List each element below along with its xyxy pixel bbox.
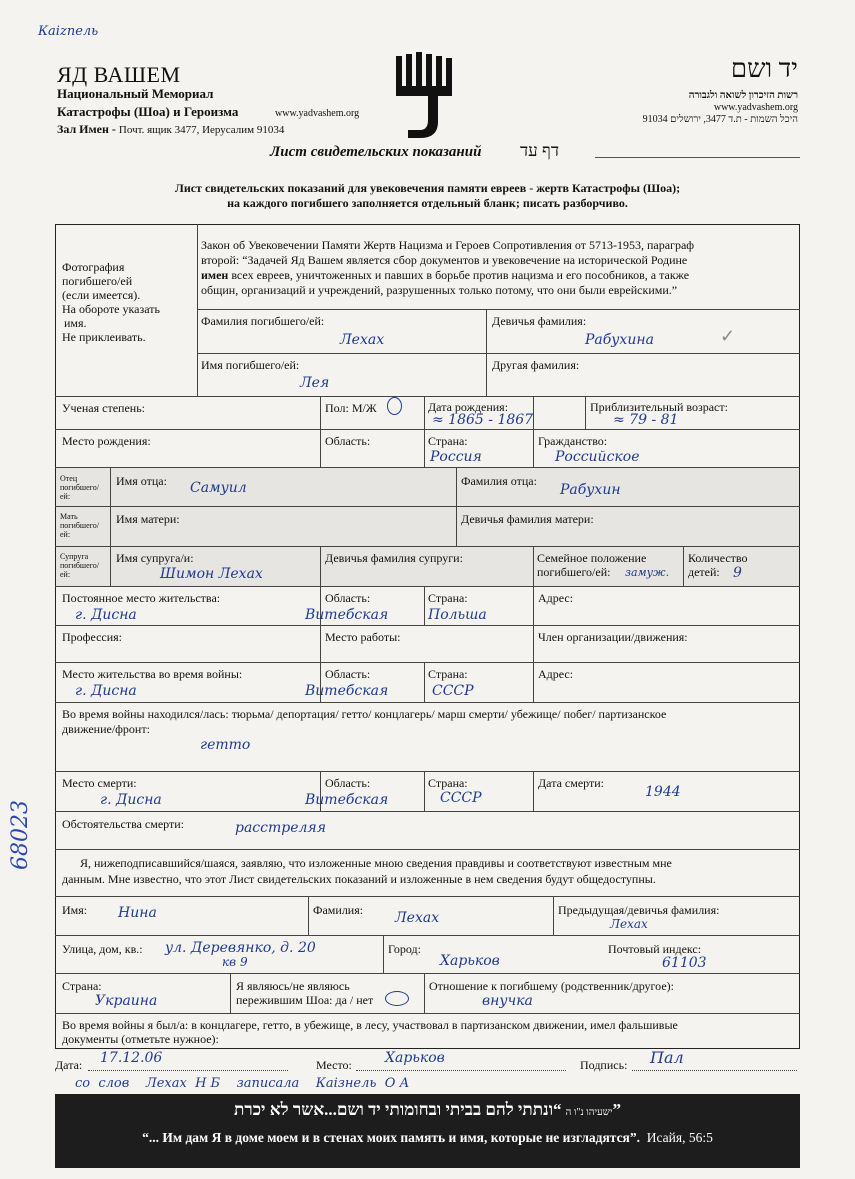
relation-label: Отношение к погибшему (родственник/другое):	[429, 979, 674, 993]
city-value: Харьков	[440, 953, 500, 969]
birth-country-label: Страна:	[428, 434, 468, 448]
law-text: Закон об Увековечении Памяти Жертв Нацизма и Героев Сопротивления от 5713-1953, параграф второй: “Задачей Яд Вашем является сбор документов и увековечение на исторической Родине имен всех евреев, уничтоженных и павших в борьбе против нацизма и его пособников, а также общин, организаций и учреждений, разрушенных только потому, что они были еврейскими.”	[201, 238, 695, 297]
death-country-label: Страна:	[428, 776, 468, 790]
declaration-line2: данным. Мне известно, что этот Лист свидетельских показаний и изложенные в нем сведения будут общедоступны.	[62, 872, 656, 886]
death-circumstances-value: расстреляя	[235, 820, 326, 836]
children-value: 9	[733, 565, 742, 581]
father-surname-value: Рабухин	[560, 482, 621, 498]
other-surname-label: Другая фамилия:	[492, 358, 580, 372]
children-label: Количество детей:	[688, 551, 748, 579]
degree-label: Ученая степень:	[62, 401, 145, 415]
menorah-icon	[390, 52, 460, 142]
submitter-surname-label: Фамилия:	[313, 903, 364, 917]
survivor-circle-mark	[385, 991, 409, 1006]
sex-circle-mark	[387, 397, 402, 415]
membership-label: Член организации/движения:	[538, 630, 688, 644]
sex-label: Пол: М/Ж	[325, 401, 377, 415]
date-label: Дата:	[55, 1058, 83, 1072]
submitter-prev-value: Лехах	[610, 917, 648, 931]
date-value: 17.12.06	[100, 1050, 163, 1066]
form-title: Лист свидетельских показаний	[270, 144, 482, 160]
postcode-label: Почтовый индекс:	[608, 942, 702, 956]
footer-russian: “... Им дам Я в доме моем и в стенах моих память и имя, которые не изгладятся”.	[142, 1130, 640, 1145]
footer-hebrew: “ונתתי להם בביתי ובחומותי יד ושם...אשר לא יכרת”	[233, 1100, 622, 1119]
father-name-value: Самуил	[190, 480, 247, 496]
dob-label: Дата рождения:	[428, 400, 509, 414]
first-name-value: Лея	[300, 375, 330, 391]
residence-country-value: Польша	[428, 607, 487, 623]
footer-hebrew-ref: ישעיהו נ"ו ה	[565, 1107, 613, 1118]
recorder-note: со слов Лехах Н Б записала Каізнель О А	[75, 1076, 410, 1091]
spouse-maiden-label: Девичья фамилия супруги:	[325, 551, 463, 565]
org-title-he: יד ושם	[730, 54, 798, 83]
father-name-label: Имя отца:	[116, 474, 167, 488]
street-value: ул. Деревянко, д. 20	[165, 940, 316, 956]
submitter-name-value: Нина	[118, 905, 157, 921]
death-circumstances-label: Обстоятельства смерти:	[62, 817, 184, 831]
birth-region-label: Область:	[325, 434, 371, 448]
war-country-label: Страна:	[428, 667, 468, 681]
intro-line1: Лист свидетельских показаний для увековечения памяти евреев - жертв Катастрофы (Шоа);	[174, 181, 681, 195]
approx-age-value: ≈ 79 - 81	[613, 412, 679, 428]
signature-value: Пал	[650, 1048, 684, 1067]
death-region-label: Область:	[325, 776, 371, 790]
approx-age-label: Приблизительный возраст:	[590, 400, 728, 414]
mother-side-label: Мать погибшего/ ей:	[60, 512, 99, 539]
mother-name-label: Имя матери:	[116, 512, 180, 526]
yad-vashem-logo	[390, 52, 460, 142]
marital-value: замуж.	[625, 566, 670, 579]
street-label: Улица, дом, кв.:	[62, 942, 143, 956]
top-note: Каіznель	[38, 24, 99, 39]
spouse-name-value: Шимон Лехах	[160, 566, 263, 582]
submitter-country-value: Украина	[95, 993, 158, 1009]
apartment-value: кв 9	[222, 955, 248, 969]
war-country-value: СССР	[432, 683, 474, 699]
surname-label: Фамилия погибшего/ей:	[201, 314, 325, 328]
residence-region-label: Область:	[325, 591, 371, 605]
org-line1: Национальный Мемориал	[57, 86, 214, 101]
form-title-he: דף עד	[520, 141, 560, 160]
maiden-label: Девичья фамилия:	[492, 314, 587, 328]
photo-note: Фотография погибшего/ей (если имеется). На обороте указать имя. Не приклеивать.	[62, 260, 160, 344]
death-region-value: Витебская	[305, 792, 389, 808]
residence-address-label: Адрес:	[538, 591, 574, 605]
org-he-website: www.yadvashem.org	[713, 102, 798, 113]
dob-value: ≈ 1865 - 1867	[432, 412, 534, 428]
workplace-label: Место работы:	[325, 630, 401, 644]
submitter-surname-value: Лехах	[395, 910, 440, 926]
marital-label: Семейное положение погибшего/ей:	[537, 551, 647, 579]
residence-city-value: г. Дисна	[75, 607, 137, 623]
submitter-country-label: Страна:	[62, 979, 102, 993]
during-war-label: Во время войны находился/лась: тюрьма/ депортация/ гетто/ концлагерь/ марш смерти/ убежище/ побег/ партизанское	[62, 707, 667, 721]
place-value: Харьков	[385, 1050, 445, 1066]
profession-label: Профессия:	[62, 630, 122, 644]
submitter-prev-label: Предыдущая/девичья фамилия:	[558, 903, 720, 917]
place-label: Место:	[316, 1058, 352, 1072]
survivor-label: Я являюсь/не являюсь пережившим Шоа: да / нет	[236, 979, 374, 1007]
death-date-label: Дата смерти:	[538, 776, 605, 790]
submitter-name-label: Имя:	[62, 903, 88, 917]
maiden-value: Рабухина	[585, 332, 654, 348]
org-website: www.yadvashem.org	[275, 108, 360, 119]
war-region-value: Витебская	[305, 683, 389, 699]
footer-quote-band	[55, 1094, 800, 1168]
org-line2: Катастрофы (Шоа) и Героизма	[57, 104, 239, 119]
death-city-value: г. Дисна	[100, 792, 162, 808]
intro-line2: на каждого погибшего заполняется отдельный бланк; писать разборчиво.	[227, 196, 628, 210]
first-name-label: Имя погибшего/ей:	[201, 358, 300, 372]
war-me-line2: документы (отметьте нужное):	[62, 1032, 219, 1046]
war-address-label: Адрес:	[538, 667, 574, 681]
death-country-value: СССР	[440, 790, 482, 806]
residence-region-value: Витебская	[305, 607, 389, 623]
org-he-line3: היכל השמות - ת.ד 3477, ירושלים 91034	[642, 114, 798, 125]
footer-russian-ref: Исайя, 56:5	[646, 1130, 713, 1145]
war-me-line1: Во время войны я был/а: в концлагере, гетто, в убежище, в лесу, участвовал в партизанском движении, имел фальшивые	[62, 1018, 678, 1032]
surname-value: Лехах	[340, 332, 385, 348]
margin-number: 68023	[8, 800, 33, 870]
city-label: Город:	[388, 942, 421, 956]
birthplace-label: Место рождения:	[62, 434, 151, 448]
spouse-side-label: Супруга погибшего/ ей:	[60, 552, 99, 579]
declaration-line1: Я, нижеподписавшийся/шаяся, заявляю, что изложенные мною сведения правдивы и соответствуют известным мне	[80, 856, 672, 870]
death-date-value: 1944	[645, 784, 681, 800]
hall-label: Зал Имен -	[57, 122, 116, 136]
signature-label: Подпись:	[580, 1058, 628, 1072]
citizenship-value: Российское	[555, 449, 640, 465]
mother-maiden-label: Девичья фамилия матери:	[461, 512, 594, 526]
during-war-label-2: движение/фронт:	[62, 722, 150, 736]
relation-value: внучка	[482, 993, 533, 1009]
hall-address: Почт. ящик 3477, Иерусалим 91034	[118, 124, 285, 136]
org-he-line1: רשות הזיכרון לשואה ולגבורה	[688, 90, 798, 101]
death-place-label: Место смерти:	[62, 776, 137, 790]
org-title-ru: ЯД ВАШЕМ	[57, 62, 181, 87]
check-mark-icon: ✓	[720, 326, 736, 346]
war-city-value: г. Дисна	[75, 683, 137, 699]
father-surname-label: Фамилия отца:	[461, 474, 537, 488]
residence-label: Постоянное место жительства:	[62, 591, 221, 605]
residence-country-label: Страна:	[428, 591, 468, 605]
spouse-name-label: Имя супруга/и:	[116, 551, 194, 565]
father-side-label: Отец погибшего/ ей:	[60, 474, 99, 501]
citizenship-label: Гражданство:	[538, 434, 608, 448]
war-region-label: Область:	[325, 667, 371, 681]
during-war-value: гетто	[200, 737, 251, 753]
birth-country-value: Россия	[430, 449, 482, 465]
war-residence-label: Место жительства во время войны:	[62, 667, 243, 681]
postcode-value: 61103	[662, 955, 707, 971]
